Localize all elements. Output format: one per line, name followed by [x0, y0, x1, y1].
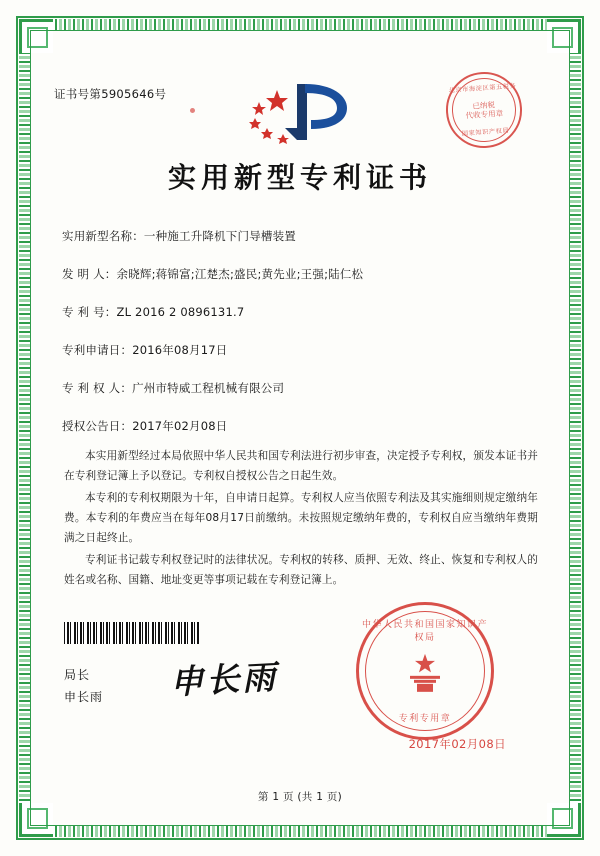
- field-label: 实用新型名称：: [62, 229, 144, 243]
- signature-block: [64, 664, 103, 708]
- paragraph: 本专利的专利权期限为十年，自申请日起算。专利权人应当依照专利法及其实施细则规定缴纳年费。本专利的年费应当在每年08月17日前缴纳。未按照规定缴纳年费的，专利权自应当缴纳年费期满之日起终止。: [64, 492, 538, 544]
- patent-logo-p-icon: [235, 76, 365, 148]
- field-value: 2016年08月17日: [132, 343, 228, 357]
- ink-smudge-icon: [190, 108, 195, 113]
- field-label: 专利申请日：: [62, 343, 133, 357]
- paragraph: 专利证书记载专利权登记时的法律状况。专利权的转移、质押、无效、终止、恢复和专利权人的姓名或名称、国籍、地址变更等事项记载在专利登记簿上。: [64, 554, 538, 586]
- field-row-patent-number: [62, 304, 544, 320]
- field-label: 专 利 号：: [62, 305, 117, 319]
- seal-text-bottom: 专利专用章: [398, 714, 452, 724]
- barcode-icon: [64, 622, 200, 644]
- field-row-utility-model-name: [62, 228, 544, 244]
- field-row-application-date: [62, 342, 544, 358]
- body-paragraphs: [64, 446, 538, 592]
- field-label: 专 利 权 人：: [62, 381, 133, 395]
- certificate-number: 证书号第5905646号: [54, 87, 167, 101]
- page-title: 实用新型专利证书: [167, 161, 432, 194]
- field-label: 授权公告日：: [62, 419, 133, 433]
- field-value: 2017年02月08日: [132, 419, 228, 433]
- border-band-right: [570, 19, 581, 837]
- paragraph: 本实用新型经过本局依照中华人民共和国专利法进行初步审查，决定授予专利权，颁发本证书并在专利登记簿上予以登记。专利权自授权公告之日起生效。: [64, 450, 538, 482]
- field-row-grant-date: [62, 418, 544, 434]
- page-footer: 第 1 页 (共 1 页): [257, 791, 343, 803]
- seal-text-top: 中华人民共和国国家知识产权局: [361, 620, 488, 643]
- certificate-content: [42, 46, 558, 814]
- stamp-center-line1: 已纳税: [472, 100, 496, 111]
- border-band-left: [19, 19, 30, 837]
- border-band-bottom: [19, 826, 581, 837]
- field-value: ZL 2016 2 0896131.7: [116, 305, 245, 319]
- field-row-patentee: [62, 380, 544, 396]
- field-row-inventors: [62, 266, 544, 282]
- signature-name-label: 申长雨: [64, 690, 104, 704]
- national-emblem-stamp-icon: [356, 602, 494, 740]
- stamp-center-line2: 代收专用章: [465, 108, 504, 121]
- fields-list: [62, 228, 544, 456]
- seal-date: 2017年02月08日: [408, 737, 506, 751]
- field-value: 广州市特威工程机械有限公司: [132, 381, 285, 395]
- field-value: 一种施工升降机下门导槽装置: [143, 229, 297, 243]
- red-round-stamp-icon: [443, 69, 524, 150]
- emblem-graphic: [398, 650, 452, 696]
- handwritten-signature-icon: 申长雨: [169, 657, 280, 702]
- stamp-arc-bottom: 国家知识产权局: [461, 127, 510, 138]
- field-value: 余晓辉;蒋锦富;江楚杰;盛民;黄先业;王强;陆仁松: [116, 267, 364, 281]
- signature-title-label: 局长: [64, 668, 91, 682]
- field-label: 发 明 人：: [62, 267, 117, 281]
- stamp-arc-top: 北京市海淀区第五税务: [448, 82, 517, 95]
- border-band-top: [19, 19, 581, 30]
